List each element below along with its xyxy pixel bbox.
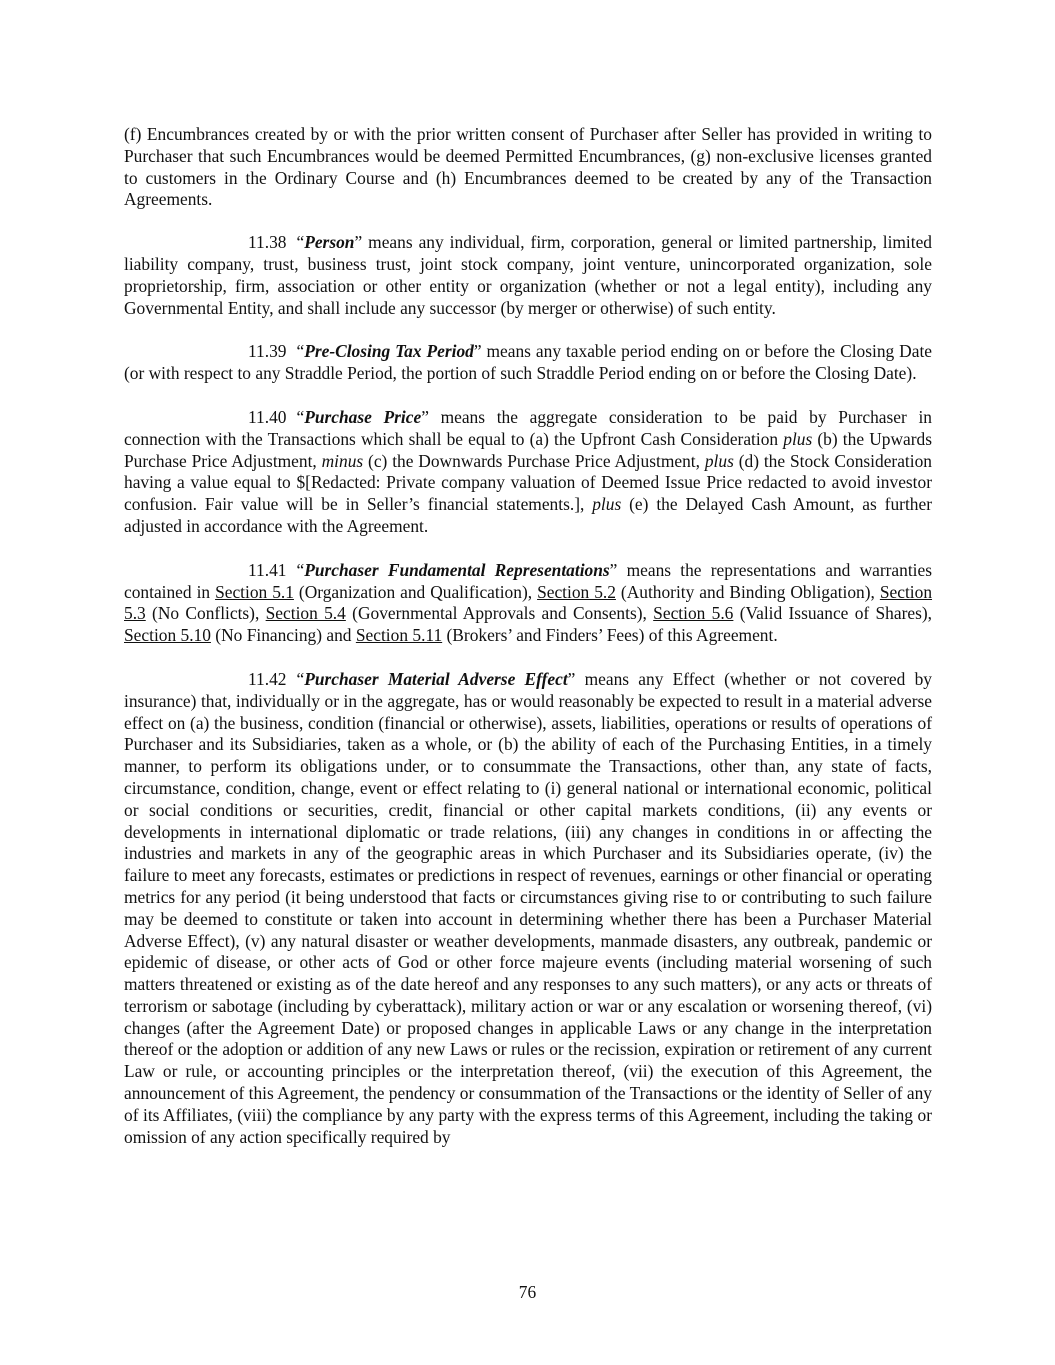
section-number: 11.41 — [248, 559, 287, 580]
section-11-38 — [124, 232, 932, 319]
section-11-42 — [124, 669, 932, 1149]
section-link-5-3[interactable]: Section 5.3 — [124, 581, 933, 624]
definition-text: (No Conflicts), — [145, 603, 266, 624]
definition-text: (Brokers’ and Finders’ Fees) of this Agreement. — [442, 625, 778, 646]
definition-text: (Authority and Binding Obligation), — [615, 581, 880, 602]
defined-term: Purchaser Fundamental Representations — [304, 559, 610, 580]
italic-plus: plus — [592, 494, 622, 515]
italic-minus: minus — [321, 450, 364, 471]
section-number: 11.38 — [248, 232, 287, 253]
section-number: 11.40 — [248, 406, 287, 427]
section-link-5-10[interactable]: Section 5.10 — [124, 625, 211, 646]
defined-term: Person — [304, 232, 355, 253]
definition-text: (c) the Downwards Purchase Price Adjustment, — [363, 450, 705, 471]
defined-term: Purchaser Material Adverse Effect — [304, 668, 568, 689]
definition-text: ” means the representations and warranties contained in — [124, 559, 932, 602]
defined-term: Purchase Price — [304, 406, 422, 427]
section-11-41 — [124, 560, 932, 647]
open-quote: “ — [296, 668, 305, 689]
section-link-5-1[interactable]: Section 5.1 — [215, 581, 294, 602]
definition-text: (Governmental Approvals and Consents), — [345, 603, 654, 624]
section-number: 11.42 — [248, 668, 287, 689]
definition-text: ” means any individual, firm, corporation, general or limited partnership, limited liability company, trust, business trust, joint stock company, joint venture, unincorporated organization, sole proprietorship, firm, association or other entity or organization (whether or not a legal entity), including any Governmental Entity, and shall include any successor (by merger or otherwise) of such entity. — [124, 232, 932, 318]
defined-term: Pre-Closing Tax Period — [304, 341, 474, 362]
document-body — [124, 124, 932, 1170]
definition-text: (e) the Delayed Cash Amount, as further adjusted in accordance with the Agreement. — [124, 494, 932, 536]
definition-text: ” means the aggregate consideration to be paid by Purchaser in connection with the Transactions which shall be equal to (a) the Upfront Cash Consideration — [124, 406, 932, 449]
section-11-40 — [124, 407, 932, 538]
italic-plus: plus — [704, 450, 734, 471]
section-number: 11.39 — [248, 341, 287, 362]
open-quote: “ — [296, 232, 305, 253]
definition-text: (Organization and Qualification), — [293, 581, 538, 602]
page-number: 76 — [518, 1282, 537, 1302]
definition-text: (Valid Issuance of Shares), — [733, 603, 932, 624]
section-11-39 — [124, 341, 932, 385]
section-link-5-11[interactable]: Section 5.11 — [355, 625, 443, 646]
open-quote: “ — [296, 341, 305, 362]
definition-text: ” means any Effect (whether or not covered by insurance) that, individually or in the aggregate, has or would reasonably be expected to result in a material adverse effect on (a) the business, condition (financial or otherwise), assets, liabilities, operations or results of operations of Purchaser and its Subsidiaries, taken as a whole, or (b) the ability of each of the Purchasing Entities, in a timely manner, to perform its obligations under, or to consummate the Transactions, other than, any state of facts, circumstance, condition, change, event or effect relating to (i) general national or international economic, political or social conditions or securities, credit, financial or other capital markets conditions, (ii) any events or developments in international diplomatic or trade relations, (iii) any changes in conditions in or affecting the industries and markets in any of the geographic areas in which Purchaser and its Subsidiaries operate, (iv) the failure to meet any forecasts, estimates or predictions in respect of revenues, earnings or other financial or operating metrics for any period (it being understood that facts or circumstances giving rise to or contributing to such failure may be deemed to constitute or taken into account in determining whether there has been a Purchaser Material Adverse Effect), (v) any natural disaster or weather developments, manmade disasters, any outbreak, pandemic or epidemic of disease, or other acts of God or other force majeure events (including material worsening of such matters threatened or existing as of the date hereof and any responses to any such matters), or any acts or threats of terrorism or sabotage (including by cyberattack), military action or war or any escalation or worsening thereof, (vi) changes (after the Agreement Date) or proposed changes in applicable Laws or any change in the interpretation thereof or the adoption or addition of any new Laws or rules or the recission, expiration or retirement of any current Law or rule, or accounting principles or the interpretation thereof, (vii) the execution of this Agreement, the announcement of this Agreement, the pendency or consummation of the Transactions or the identity of Seller of any of its Affiliates, (viii) the compliance by any party with the express terms of this Agreement, including the taking or omission of any action specifically required by — [124, 668, 932, 1147]
definition-text: (d) the Stock Consideration having a value equal to $[Redacted: Private company valuation of Deemed Issue Price redacted to avoid investor confusion. Fair value will be in Seller’s financial statements.], — [124, 450, 932, 515]
definition-text: (b) the Upwards Purchase Price Adjustment, — [124, 428, 932, 471]
section-link-5-2[interactable]: Section 5.2 — [537, 581, 616, 602]
section-link-5-4[interactable]: Section 5.4 — [265, 603, 346, 624]
italic-plus: plus — [783, 428, 813, 449]
paragraph-encumbrances-continued: (f) Encumbrances created by or with the prior written consent of Purchaser after Seller has provided in writing to Purchaser that such Encumbrances would be deemed Permitted Encumbrances, (g) non-exclusive licenses granted to customers in the Ordinary Course and (h) Encumbrances deemed to be created by any of the Transaction Agreements. — [124, 124, 932, 210]
open-quote: “ — [296, 406, 305, 427]
open-quote: “ — [296, 559, 305, 580]
section-link-5-6[interactable]: Section 5.6 — [653, 603, 734, 624]
definition-text: ” means any taxable period ending on or before the Closing Date (or with respect to any Straddle Period, the portion of such Straddle Period ending on or before the Closing Date). — [124, 341, 932, 384]
definition-text: (No Financing) and — [210, 625, 356, 646]
